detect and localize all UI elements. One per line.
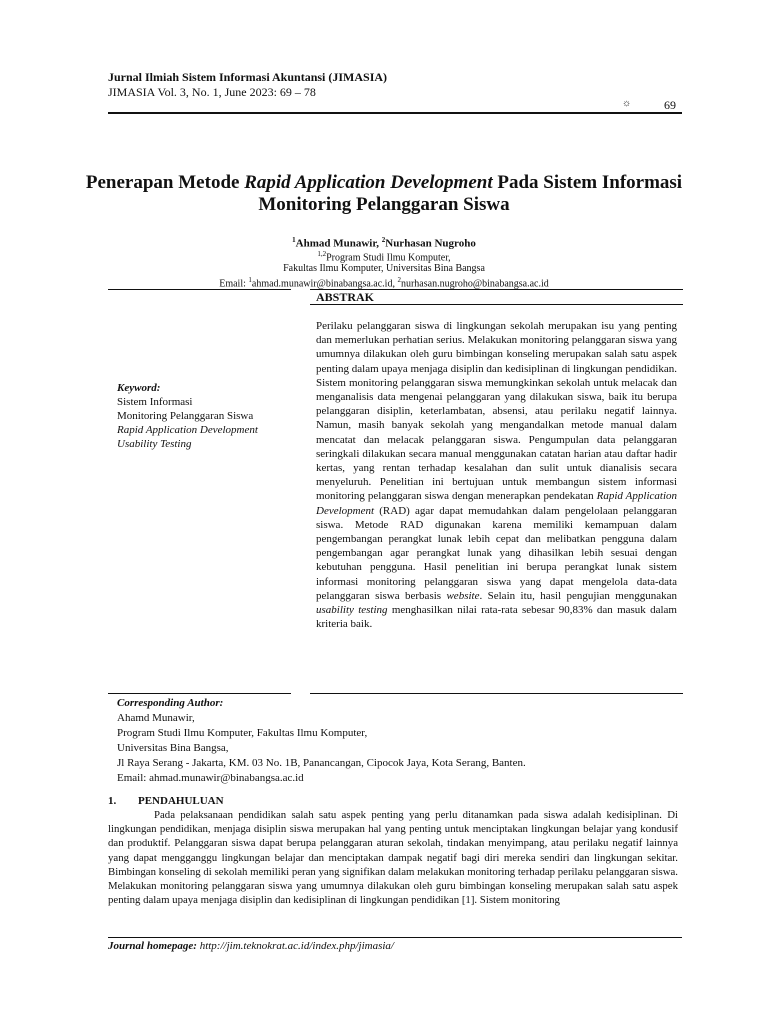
keyword-item: Rapid Application Development [117, 424, 258, 436]
corresponding-heading: Corresponding Author: [117, 697, 224, 709]
section-body-text: Pada pelaksanaan pendidikan salah satu aspek penting yang perlu ditanamkan pada siswa adalah kedisiplinan. Di lingkungan pendidikan, menjaga disiplin siswa merupakan hal yang penting untuk menciptakan lingkungan belajar yang kondusif dan produktif. Pelanggaran siswa dapat berupa pelanggaran aturan sekolah, tindakan menyimpang, atau perilaku negatif lainnya yang dapat mengganggu lingkungan belajar dan menciptakan dampak negatif bagi diri mereka sendiri dan lingkungan sekitar. Bimbingan konseling di sekolah memiliki peran yang signifikan dalam melakukan monitoring terhadap perilaku pelanggaran siswa. Melakukan monitoring pelanggaran siswa yang umumnya dilakukan oleh guru bimbingan konseling merupakan salah satu aspek penting dalam upaya menjaga disiplin dan kedisiplinan di lingkungan pendidikan [1]. Sistem monitoring [108, 809, 678, 907]
corresponding-line: Jl Raya Serang - Jakarta, KM. 03 No. 1B, Panancangan, Cipocok Jaya, Kota Serang, Banten. [117, 757, 526, 769]
author-emails: Email: $^1$ahmad.munawir@binabangsa.ac.id, $^2$nurhasan.nugroho@binabangsa.ac.id [219, 276, 549, 290]
header-rule [108, 112, 682, 114]
journal-homepage: Journal homepage: http://jim.teknokrat.ac.id/index.php/jimasia/ [108, 940, 394, 952]
abstract-text: Perilaku pelanggaran siswa di lingkungan sekolah merupakan isu yang penting dan memerlukan perhatian serius. Melakukan monitoring pelanggaran siswa yang umumnya dilakukan oleh guru bimbingan konseling merupakan salah satu aspek penting dalam upaya menjaga disiplin dan kedisiplinan di lingkungan pendidikan. Sistem monitoring pelanggaran siswa memungkinkan sekolah untuk melacak dan menganalisis data mengenai pelanggaran yang dilakukan siswa, baik itu berupa pelanggaran disiplin, keterlambatan, absensi, atau perilaku negatif lainnya. Namun, masih banyak sekolah yang mengandalkan metode manual dalam mencatat dan melacak pelanggaran siswa. Pengumpulan data pelanggaran seringkali dilakukan secara manual menggunakan catatan harian atau daftar hadir kertas, yang rentan terhadap kesalahan dan sulit untuk dianalisis secara menyeluruh. Penelitian ini bertujuan untuk membangun sistem informasi monitoring pelanggaran siswa dengan menerapkan pendekatan Rapid Application Development (RAD) agar dapat memudahkan dalam pengelolaan pelanggaran siswa. Metode RAD digunakan karena memiliki kemampuan dalam pengembangan perangkat lunak lebih cepat dan melibatkan pengguna dalam pengembangan agar perangkat lunak yang dihasilkan lebih sesuai dengan kebutuhan pengguna. Hasil penelitian ini berupa perangkat lunak sistem informasi monitoring pelanggaran siswa yang dapat mengelola data-data pelanggaran siswa berbasis website. Selain itu, hasil pengujian menggunakan usability testing menghasilkan nilai rata-rata sebesar 90,83% dan masuk dalam kriteria baik. [316, 320, 677, 631]
paper-title: Penerapan Metode Rapid Application Development Pada Sistem Informasi Monitoring Pelanggaran Siswa [85, 172, 683, 215]
keyword-item: Monitoring Pelanggaran Siswa [117, 410, 254, 422]
abstract-heading: ABSTRAK [316, 290, 375, 304]
keyword-block [117, 381, 292, 451]
keyword-item: Usability Testing [117, 438, 192, 450]
footer-rule [108, 937, 682, 938]
corresponding-line: Program Studi Ilmu Komputer, Fakultas Ilmu Komputer, [117, 727, 368, 739]
keyword-item: Sistem Informasi [117, 396, 193, 408]
section-heading: 1. PENDAHULUAN [108, 795, 224, 807]
abstract-bottom-rule [310, 693, 683, 694]
corresponding-line: Email: ahmad.munawir@binabangsa.ac.id [117, 772, 304, 784]
corresponding-author [117, 696, 677, 786]
keyword-bottom-rule [108, 693, 291, 694]
corresponding-line: Universitas Bina Bangsa, [117, 742, 229, 754]
author-list: $^1$Ahmad Munawir, $^2$Nurhasan Nugroho [292, 236, 476, 250]
page-number: 69 [664, 98, 676, 112]
corresponding-line: Ahamd Munawir, [117, 712, 195, 724]
journal-volume: JIMASIA Vol. 3, No. 1, June 2023: 69 – 78 [108, 85, 316, 99]
journal-name: Jurnal Ilmiah Sistem Informasi Akuntansi (JIMASIA) [108, 70, 388, 84]
affiliation-program: $^{1,2}$Program Studi Ilmu Komputer, [317, 250, 451, 264]
copyright-icon: ☼ [622, 98, 632, 109]
keyword-heading: Keyword: [117, 382, 161, 394]
keyword-top-rule [108, 289, 291, 290]
affiliation-faculty: Fakultas Ilmu Komputer, Universitas Bina Bangsa [283, 263, 485, 274]
